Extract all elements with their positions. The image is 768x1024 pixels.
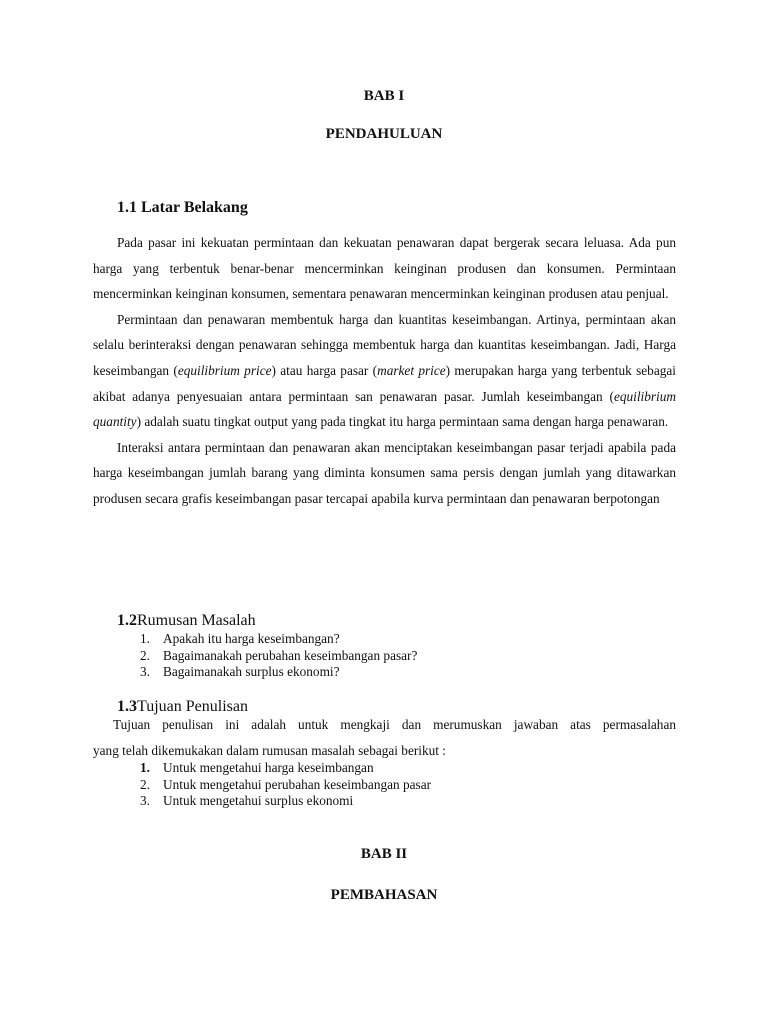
section-heading-latar-belakang	[117, 199, 248, 217]
section-title: Latar Belakang	[141, 199, 248, 216]
paragraph	[93, 307, 676, 435]
list-item	[140, 793, 431, 810]
list-text: Untuk mengetahui perubahan keseimbangan pasar	[163, 776, 432, 792]
section-title: Tujuan Penulisan	[137, 698, 248, 715]
latar-belakang-body	[93, 230, 676, 512]
chapter-title: BAB II	[360, 846, 408, 862]
italic-term: equilibrium price	[177, 362, 272, 378]
section-heading-tujuan-penulisan	[117, 698, 248, 716]
intro-line: Tujuan penulisan ini adalah untuk mengkaji dan merumuskan jawaban atas permasalahan	[113, 717, 676, 732]
text-run: ) atau harga pasar (	[271, 362, 378, 378]
list-number: 1.	[140, 631, 150, 646]
intro-line: yang telah dikemukakan dalam rumusan masalah sebagai berikut :	[93, 743, 446, 758]
list-item	[140, 664, 417, 681]
italic-term: equilibrium quantity	[93, 388, 676, 430]
text-run: ) adalah suatu tingkat output yang pada tingkat itu harga permintaan sama dengan harga penawaran.	[136, 414, 669, 430]
section-heading-rumusan-masalah	[117, 612, 256, 630]
list-text: Untuk mengetahui harga keseimbangan	[163, 760, 374, 775]
section-number: 1.1	[117, 199, 137, 216]
paragraph: Pada pasar ini kekuatan permintaan dan kekuatan penawaran dapat bergerak secara leluasa. Ada pun harga yang terbentuk benar-benar mencerminkan keinginan produsen dan konsumen. Permintaan mencerminkan keinginan konsumen, sementara penawaran mencerminkan keinginan produsen atau penjual.	[93, 235, 676, 302]
list-text: Bagaimanakah perubahan keseimbangan pasar?	[163, 647, 418, 663]
list-number: 2.	[140, 776, 150, 792]
list-text: Untuk mengetahui surplus ekonomi	[163, 793, 354, 808]
chapter-subtitle: PEMBAHASAN	[330, 887, 438, 903]
list-item	[140, 631, 417, 648]
list-number: 1.	[140, 760, 150, 775]
section-number: 1.2	[117, 612, 137, 629]
tujuan-intro	[93, 716, 676, 759]
list-item	[140, 777, 431, 794]
chapter-title: BAB I	[363, 88, 405, 104]
list-text: Bagaimanakah surplus ekonomi?	[163, 664, 340, 679]
list-number: 3.	[140, 664, 150, 679]
section-title: Rumusan Masalah	[137, 612, 256, 629]
chapter-subtitle: PENDAHULUAN	[325, 126, 443, 142]
rumusan-masalah-list	[140, 631, 417, 681]
text-run: ) merupakan harga yang terbentuk sebagai akibat adanya penyesuaian antara permintaan san penawaran pasar. Jumlah keseimbangan (	[93, 362, 676, 404]
italic-term: market price	[377, 362, 446, 378]
list-number: 3.	[140, 793, 150, 808]
tujuan-penulisan-list	[140, 760, 431, 810]
list-item	[140, 648, 417, 665]
text-run: Permintaan dan penawaran membentuk harga dan kuantitas keseimbangan. Artinya, permintaan akan selalu berinteraksi dengan penawaran sehingga membentuk harga dan kuantitas keseimbangan. Jadi, Harga keseimbangan (	[93, 311, 676, 378]
list-number: 2.	[140, 647, 150, 663]
list-item	[140, 760, 431, 777]
paragraph: Interaksi antara permintaan dan penawaran akan menciptakan keseimbangan pasar terjadi apabila pada harga keseimbangan jumlah barang yang diminta konsumen sama persis dengan jumlah yang ditawarkan produsen secara grafis keseimbangan pasar tercapai apabila kurva permintaan dan penawaran berpotongan	[93, 439, 676, 506]
list-text: Apakah itu harga keseimbangan?	[163, 631, 340, 646]
section-number: 1.3	[117, 698, 137, 715]
